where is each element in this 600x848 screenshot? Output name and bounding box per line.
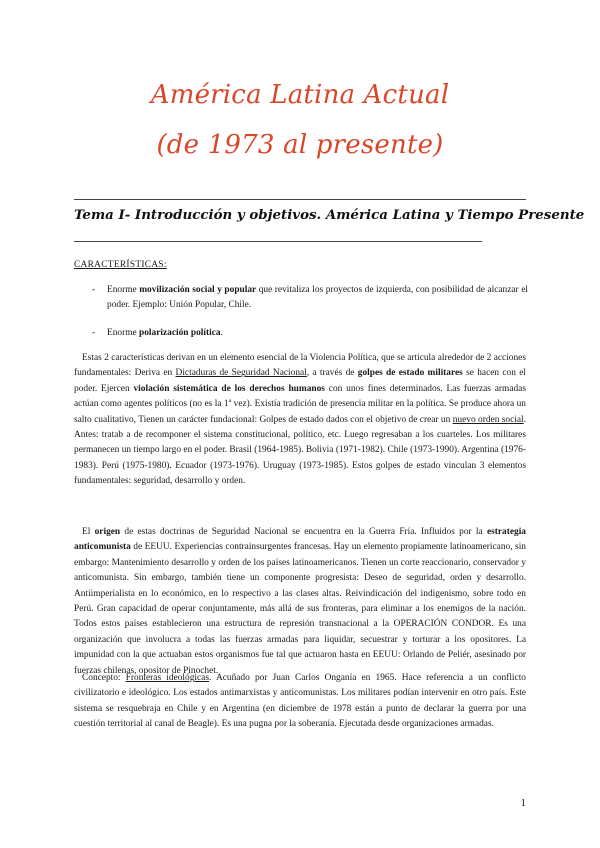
document-title-line-1: América Latina Actual xyxy=(150,80,450,110)
underlined-term: Dictaduras de Seguridad Nacional xyxy=(175,368,307,379)
bold-term: origen xyxy=(94,527,121,537)
bold-term: golpes de estado militares xyxy=(357,368,463,379)
bullet-text: Enorme movilización social y popular que revitaliza los proyectos de izquierda, con posibilidad de alcanzar el poder. Ejemplo: Unión Popular, Chile. xyxy=(107,285,528,311)
paragraph-violencia-politica: Estas 2 características derivan en un elemento esencial de la Violencia Política, que se articula alrededor de 2 acciones fundamentales: Deriva en Dictaduras de Seguridad Nacional, a través de golpes de estado militares se hacen con el poder. Ejercen violación sistemática de los derechos humanos con unos fines determinados. Las fuerzas armadas actúan como agentes políticos (no es la 1ª vez). Existía tradición de presencia militar en la política. Se produce ahora un salto cualitativo, Tienen un carácter fundacional: Golpes de estado dados con el objetivo de crear un nuevo orden social. Antes: tratab a de recomponer el sistema constitucional, político, etc. Luego regresaban a los cuarteles. Los militares permanecen un tiempo largo en el poder. Brasil (1964-1985). Bolivia (1971-1982). Chile (1973-1990). Argentina (1976-1983). Perú (1975-1980). Ecuador (1973-1976). Uruguay (1973-1985). Estos golpes de estado vinculan 3 elementos fundamentales: seguridad, desarrollo y orden. xyxy=(74,353,526,487)
bullet-dash: - xyxy=(92,285,96,295)
paragraph-origen: El origen de estas doctrinas de Seguridad Nacional se encuentra en la Guerra Fría. Influidos por la estrategia anticomunista de EEUU. Experiencias contrainsurgentes francesas. Hay un elemento propiamente latinoamericano, sin embargo: Mantenimiento desarrollo y orden de los países latinoamericanos. Tienen un corte reaccionario, conservador y anticomunista. Sin embargo, también tiene un componente progresista: Deseo de seguridad, orden y desarrollo. Antiimperialista en lo económico, en lo respectivo a las clases altas. Reivindicación del indigenismo, sobre todo en Perú. Gran capacidad de operar conjuntamente, más allá de sus fronteras, para eliminar a los enemigos de la nación. Todos estos países establecieron una estructura de represión transnacional a la OPERACIÓN CONDOR. Es una organización que involucra a todas las fuerzas armadas para liquidar, secuestrar y torturar a los opositores. La impunidad con la que actuaban estos organismos fue tal que actuaron hasta en EEUU: Orlando de Peliér, asesinado por fuerzas chilenas, opositor de Pinochet. xyxy=(74,527,526,676)
section-heading: CARACTERÍSTICAS: xyxy=(74,260,167,270)
bold-term: polarización política xyxy=(139,328,221,338)
divider-top xyxy=(74,199,526,200)
paragraph-fronteras-ideologicas: Concepto: Fronteras ideológicas. Acuñado por Juan Carlos Onganía en 1965. Hace referencia a un conflicto civilizatorio e ideológico. Los estados antimarxistas y anticomunistas. Los militares podían intervenir en otro país. Este sistema se resquebraja en Chile y en Argentina (en diciembre de 1978 están a punto de declarar la guerra por una cuestión territorial al canal de Beagle). Es una pugna por la soberanía. Ejecutada desde organizaciones armadas. xyxy=(74,673,526,730)
bullet-text: Enorme polarización política. xyxy=(107,328,223,338)
divider-bottom xyxy=(74,241,482,242)
bullet-item-movilizacion xyxy=(92,283,528,314)
bullet-item-polarizacion xyxy=(92,326,528,341)
bold-term: movilización social y popular xyxy=(139,285,257,295)
bold-term: estrategia anticomunista xyxy=(74,527,526,553)
bold-term: violación sistemática de los derechos humanos xyxy=(133,383,325,394)
underlined-term: nuevo orden social xyxy=(452,414,524,425)
page-number: 1 xyxy=(520,797,526,809)
document-title-line-2: (de 1973 al presente) xyxy=(156,130,444,160)
topic-heading: Tema I- Introducción y objetivos. América Latina y Tiempo Presente xyxy=(74,207,585,223)
underlined-term: Fronteras ideológicas xyxy=(125,673,209,683)
bullet-dash: - xyxy=(92,328,96,338)
